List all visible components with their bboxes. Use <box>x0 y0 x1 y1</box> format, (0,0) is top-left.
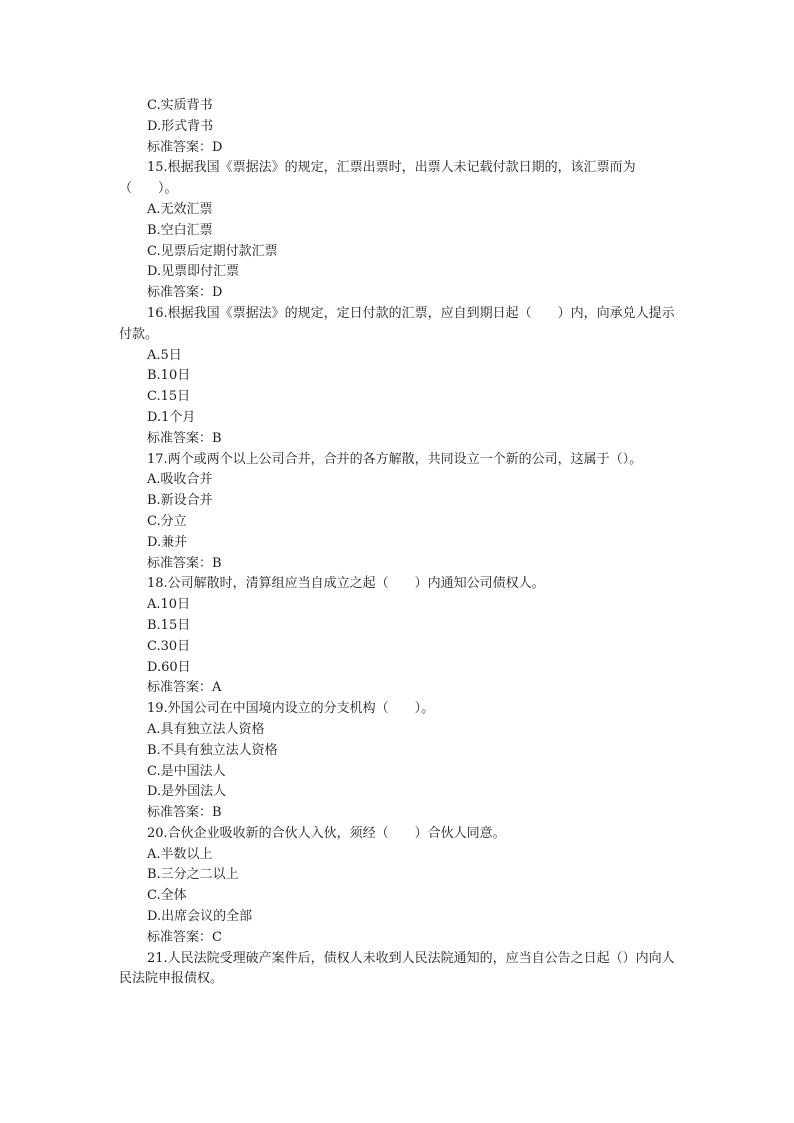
option-b: B.三分之二以上 <box>147 867 239 883</box>
question-16: 16.根据我国《票据法》的规定，定日付款的汇票，应自到期日起（ ）内，向承兑人提示付款。 <box>119 305 675 342</box>
option-a: A.10日 <box>147 597 191 613</box>
standard-answer: 标准答案：C <box>147 929 222 945</box>
option-b: B.不具有独立法人资格 <box>147 742 278 758</box>
option-b: B.15日 <box>147 617 191 633</box>
option-b: B.新设合并 <box>147 493 213 509</box>
option-c: C.见票后定期付款汇票 <box>147 243 278 259</box>
question-21: 21.人民法院受理破产案件后，债权人未收到人民法院通知的，应当自公告之日起（）内向人民法院申报债权。 <box>119 950 675 987</box>
option-d: D.60日 <box>147 659 191 675</box>
standard-answer: 标准答案：B <box>147 805 222 821</box>
option-c: C.是中国法人 <box>147 763 226 779</box>
option-a: A.无效汇票 <box>147 201 213 217</box>
standard-answer: 标准答案：A <box>147 680 222 696</box>
option-c: C.15日 <box>147 389 191 405</box>
question-18: 18.公司解散时，清算组应当自成立之起（ ）内通知公司债权人。 <box>147 576 545 592</box>
question-19: 19.外国公司在中国境内设立的分支机构（ ）。 <box>147 701 435 717</box>
option-b: B.空白汇票 <box>147 222 213 238</box>
option-d: D.见票即付汇票 <box>147 264 240 280</box>
option-a: A.半数以上 <box>147 846 213 862</box>
option-d: D.兼并 <box>147 534 188 550</box>
question-20: 20.合伙企业吸收新的合伙人入伙，须经（ ）合伙人同意。 <box>147 825 506 841</box>
standard-answer: 标准答案：D <box>147 139 223 155</box>
option-d: D.出席会议的全部 <box>147 909 253 925</box>
option-a: A.吸收合并 <box>147 472 213 488</box>
document-body <box>119 96 677 990</box>
standard-answer: 标准答案：B <box>147 430 222 446</box>
option-d: D.形式背书 <box>147 118 214 134</box>
standard-answer: 标准答案：B <box>147 555 222 571</box>
option-a: A.具有独立法人资格 <box>147 721 265 737</box>
option-d: D.1个月 <box>147 409 196 425</box>
option-c: C.30日 <box>147 638 191 654</box>
option-c: C.分立 <box>147 513 187 529</box>
option-a: A.5日 <box>147 347 182 363</box>
question-15: 15.根据我国《票据法》的规定，汇票出票时，出票人未记载付款日期的，该汇票而为（ ）。 <box>119 160 636 197</box>
standard-answer: 标准答案：D <box>147 285 223 301</box>
option-b: B.10日 <box>147 368 191 384</box>
option-d: D.是外国法人 <box>147 784 227 800</box>
question-17: 17.两个或两个以上公司合并，合并的各方解散，共同设立一个新的公司，这属于（）。 <box>147 451 643 467</box>
option-c: C.实质背书 <box>147 98 213 113</box>
option-c: C.全体 <box>147 888 187 904</box>
